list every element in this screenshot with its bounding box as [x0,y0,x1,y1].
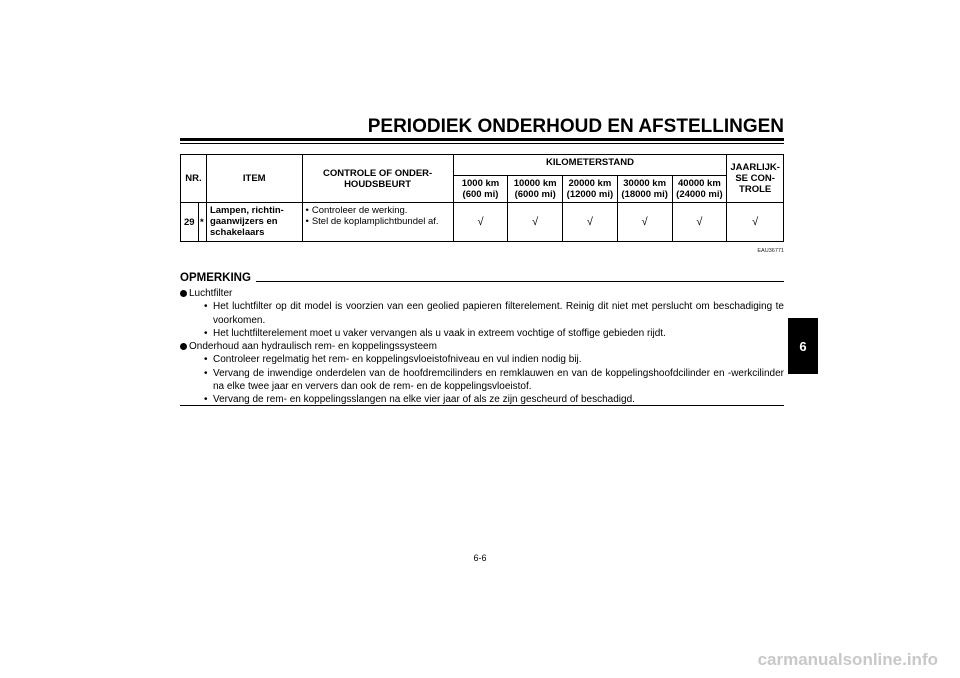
header-km-20000: 20000 km (12000 mi) [563,176,618,203]
check-mark: √ [672,203,727,242]
note-rule [256,281,784,282]
watermark: carmanualsonline.info [757,650,938,669]
note-item: • Het luchtfilterelement moet u vaker vervangen als u vaak in extreem vochtige of stoffige gebieden rijdt. [180,327,784,340]
header-km-40000: 40000 km (24000 mi) [672,176,727,203]
note-end-rule [180,405,784,406]
note-group-title-text: Onderhoud aan hydraulisch rem- en koppelingssysteem [189,341,437,353]
header-nr: NR. [181,155,207,203]
check-mark: √ [563,203,618,242]
note-group-hydraulisch [180,340,784,406]
page-number: 6-6 [473,553,487,563]
header-km-30000: 30000 km (18000 mi) [617,176,672,203]
check-mark: √ [453,203,508,242]
note-item: • Vervang de rem- en koppelingsslangen na elke vier jaar of als ze zijn gescheurd of beschadigd. [180,393,784,406]
controle-item: • Controleer de werking. [306,205,450,216]
header-km-1000: 1000 km (600 mi) [453,176,508,203]
header-item: ITEM [206,155,302,203]
title-rule [180,138,784,141]
row-controle [302,203,453,242]
check-mark: √ [617,203,672,242]
note-group-title [180,287,784,300]
note-heading: OPMERKING [180,272,251,284]
controle-item: • Stel de koplamplichtbundel af. [306,216,450,227]
note-group-luchtfilter [180,287,784,340]
note-item: • Vervang de inwendige onderdelen van de hoofdremcilinders en remklauwen en van de koppelingshoofdcilinder en -werkcilinder na elke twee jaar en ververs dan ook de rem- en de koppelingsvloeistof. [180,367,784,394]
note-item: • Controleer regelmatig het rem- en koppelingsvloeistofniveau en vul indien nodig bij. [180,353,784,366]
maintenance-table [180,154,784,242]
document-code: EAU36771 [757,248,784,254]
row-nr: 29 [181,203,199,242]
title-rule-thin [180,143,784,144]
note-item: • Het luchtfilter op dit model is voorzien van een geolied papieren filterelement. Reinig dit niet met perslucht om beschadiging te voorkomen. [180,300,784,327]
chapter-tab: 6 [788,318,818,374]
header-km-10000: 10000 km (6000 mi) [508,176,563,203]
bullet-dot-icon [180,343,187,350]
page-title: PERIODIEK ONDERHOUD EN AFSTELLINGEN [367,116,784,137]
row-item: Lampen, richtin- gaanwijzers en schakelaars [206,203,302,242]
note-group-title [180,340,784,353]
note-group-title-text: Luchtfilter [189,288,233,299]
row-star: * [198,203,206,242]
note-body [180,287,784,407]
bullet-dot-icon [180,290,187,297]
header-kilometerstand: KILOMETERSTAND [453,155,727,176]
check-mark-annual: √ [727,203,784,242]
header-controle: CONTROLE OF ONDER- HOUDSBEURT [302,155,453,203]
check-mark: √ [508,203,563,242]
table-row [181,203,784,242]
header-jaarlijkse-controle: JAARLIJK- SE CON- TROLE [727,155,784,203]
